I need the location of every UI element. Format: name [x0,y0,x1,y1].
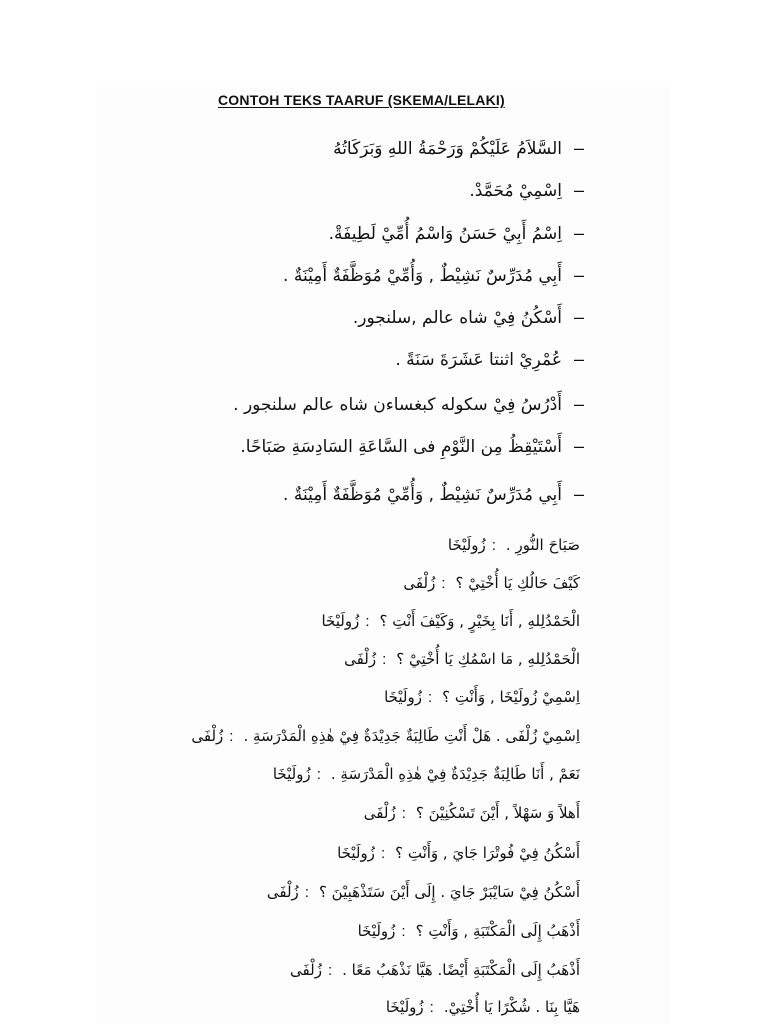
intro-line-text: عُمْرِيْ اثنتا عَشَرَةَ سَنَةً . [395,349,562,370]
intro-line-text: اِسْمُ أَبِيْ حَسَنُ وَاسْمُ أُمِّيْ لَطِيفَةْ. [328,223,562,244]
bullet-dash: – [574,394,585,414]
dialogue-line: أَذْهَبُ إِلَى الْمَكْتَبَةِ أَيْضًا. هَيَّا نَذْهَبُ مَعًا . [342,961,580,979]
dialogue-line: الْحَمْدُلِلهِ , مَا اسْمُكِ يَا أُخْتِيْ ؟ [396,650,580,668]
dialogue-speaker: زُولَيْخَا [447,536,486,554]
bullet-dash: – [574,138,585,158]
intro-line-text: أَسْتَيْقِظُ مِن النَّوْمِ فى السَّاعَةِ السَادِسَةِ صَبَاحًا. [240,436,562,457]
dialogue-separator: : [316,765,321,783]
dialogue-row [424,536,580,554]
dialogue-line: هَيَّا بِنَا . شُكْرًا يَا أُخْتِيْ. [443,998,580,1016]
dialogue-separator: : [304,883,309,901]
dialogue-row [237,883,580,901]
dialogue-separator: : [229,727,234,745]
bullet-dash: – [574,307,585,327]
intro-line [283,265,584,286]
dialogue-line: صَبَاحَ النُّورِ . [505,536,580,554]
dialogue-separator: : [441,574,446,592]
dialogue-line: أَسْكُنُ فِيْ سَايْبَرْ جَايَ . إِلَى أَيْنَ سَتَذْهَبِيْنَ ؟ [318,883,580,901]
dialogue-speaker: زُولَيْخَا [272,765,311,783]
dialogue-separator: : [491,536,496,554]
bullet-dash: – [574,180,585,200]
dialogue-line: اِسْمِيْ زُولَيْخَا , وَأَنْتِ ؟ [442,688,580,706]
dialogue-row [334,804,580,822]
dialogue-separator: : [380,844,386,862]
dialogue-row [313,844,580,862]
dialogue-separator: : [365,612,370,630]
dialogue-row [249,765,580,783]
intro-line [469,180,584,201]
bullet-dash: – [574,223,585,243]
dialogue-speaker: زُلْفَى [266,883,299,901]
dialogue-row [333,922,580,940]
dialogue-separator: : [327,961,333,979]
dialogue-line: أَهلاً وَ سَهْلاً , أَيْنَ تَسْكُنِيْنَ ؟ [415,804,580,822]
intro-line-text: أَبِي مُدَرِّسٌ نَشِيْطٌ , وَأُمِّيْ مُوَظَّفَةٌ أَمِيْنَةٌ . [283,265,562,286]
dialogue-line: نَعَمْ , أَنَا طَالِبَةٌ جَدِيْدَةٌ فِيْ هٰذِهِ الْمَدْرَسَةِ . [330,765,580,783]
dialogue-speaker: زُولَيْخَا [337,844,375,862]
dialogue-speaker: زُلْفَى [403,574,436,592]
dialogue-speaker: زُلْفَى [344,650,377,668]
intro-line [233,394,584,415]
dialogue-line: الْحَمْدُلِلهِ , أَنَا بِخَيْرٍ , وَكَيْفَ أَنْتِ ؟ [379,612,580,630]
intro-line [283,484,584,505]
dialogue-row [297,612,580,630]
bullet-dash: – [574,436,585,456]
dialogue-line: أَذْهَبُ إِلَى الْمَكْتَبَةِ , وَأَنْتِ ؟ [415,922,580,940]
dialogue-row [360,688,580,706]
intro-line-text: أَسْكُنُ فِيْ شاه عالم ,سلنجور. [352,307,562,328]
dialogue-row [362,998,580,1016]
dialogue-speaker: زُلْفَى [191,727,224,745]
intro-line [329,223,584,244]
dialogue-speaker: زُولَيْخَا [385,998,424,1016]
intro-line [395,349,584,370]
dialogue-row [314,650,580,668]
dialogue-row [260,961,580,979]
dialogue-line: كَيْفَ حَالُكِ يَا أُخْتِيْ ؟ [455,574,580,592]
dialogue-speaker: زُولَيْخَا [384,688,422,706]
dialogue-line: أَسْكُنُ فِيْ فُوتْرَا جَايَ , وَأَنْتِ ؟ [395,844,580,862]
intro-line-text: أَدْرُسُ فِيْ سكوله كبغساءن شاه عالم سلنجور . [233,394,562,415]
dialogue-speaker: زُلْفَى [290,961,322,979]
dialogue-separator: : [382,650,387,668]
bullet-dash: – [574,349,585,369]
dialogue-speaker: زُلْفَى [363,804,396,822]
intro-line [353,307,584,328]
dialogue-separator: : [427,688,433,706]
bullet-dash: – [574,265,585,285]
intro-line [240,436,584,457]
intro-line-text: السَّلاَمُ عَلَيْكُمْ وَرَحْمَةُ اللهِ وَبَرَكَاتُهُ [333,138,562,159]
dialogue-row [373,574,580,592]
document-title: CONTOH TEKS TAARUF (SKEMA/LELAKI) [218,92,505,108]
dialogue-separator: : [401,922,406,940]
dialogue-speaker: زُولَيْخَا [357,922,396,940]
intro-line-text: اِسْمِيْ مُحَمَّدْ. [469,180,562,201]
bullet-dash: – [574,484,585,504]
intro-line-text: أَبِي مُدَرِّسٌ نَشِيْطٌ , وَأُمِّيْ مُوَظَّفَةٌ أَمِيْنَةٌ . [283,484,562,505]
dialogue-separator: : [429,998,434,1016]
dialogue-separator: : [401,804,406,822]
intro-line [333,138,584,159]
dialogue-row [161,727,580,745]
dialogue-speaker: زُولَيْخَا [321,612,360,630]
dialogue-line: اِسْمِيْ زُلْفَى . هَلْ أَنْتِ طَالِبَةٌ جَدِيْدَةٌ فِيْ هٰذِهِ الْمَدْرَسَةِ . [243,727,580,745]
